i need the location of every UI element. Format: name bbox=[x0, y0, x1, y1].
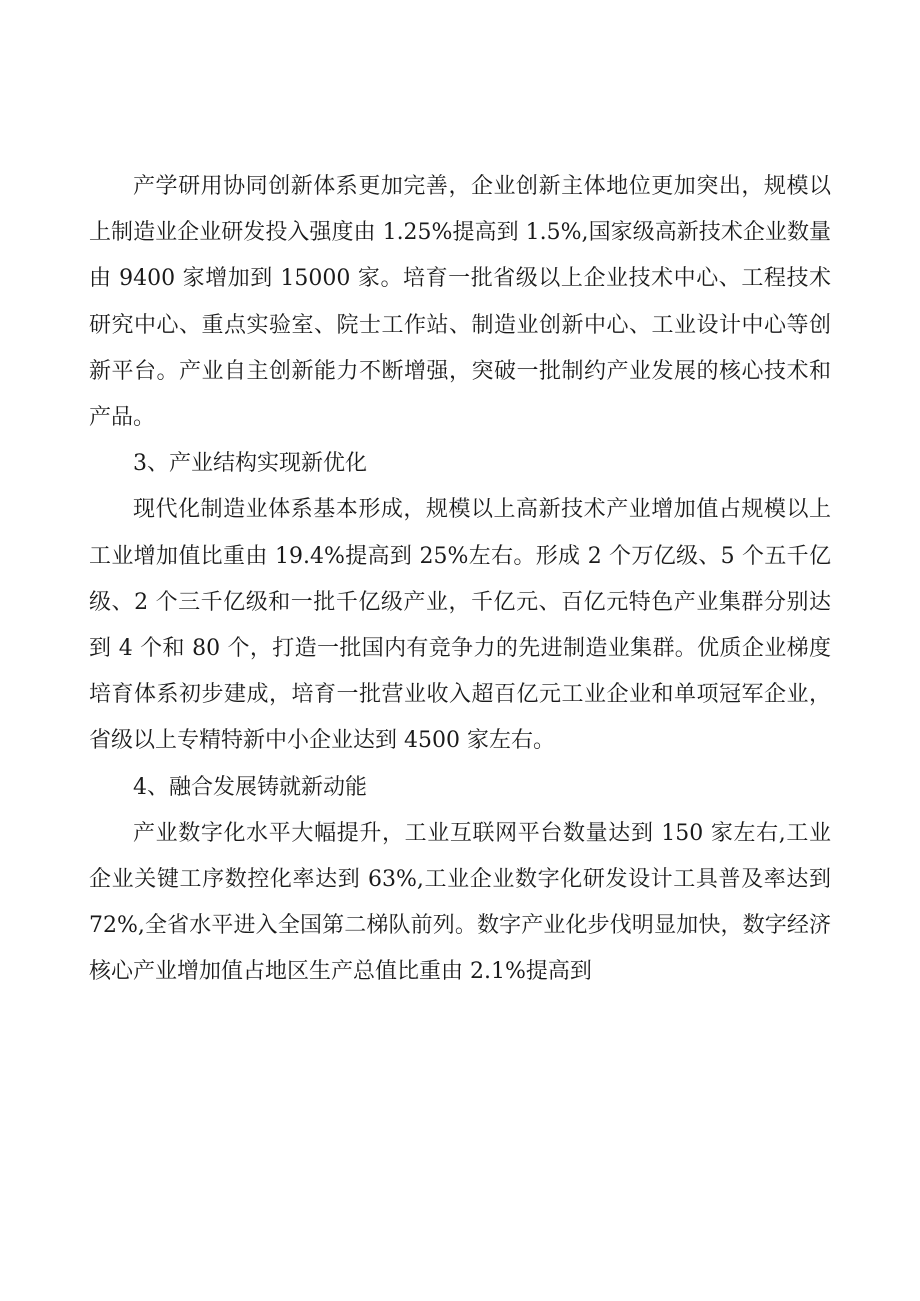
paragraph-digitalization: 产业数字化水平大幅提升，工业互联网平台数量达到 150 家左右,工业企业关键工序数控化率达到 63%,工业企业数字化研发设计工具普及率达到 72%,全省水平进入全国第二梯队前列。数字产业化步伐明显加快，数字经济核心产业增加值占地区生产总值比重由 2.1%提高到 bbox=[89, 820, 831, 985]
section-heading-industrial-structure: 3、产业结构实现新优化 bbox=[133, 451, 367, 477]
document-body bbox=[89, 164, 831, 996]
paragraph-innovation-system: 产学研用协同创新体系更加完善，企业创新主体地位更加突出，规模以上制造业企业研发投入强度由 1.25%提高到 1.5%,国家级高新技术企业数量由 9400 家增加到 15000 家。培育一批省级以上企业技术中心、工程技术研究中心、重点实验室、院士工作站、制造业创新中心、工业设计中心等创新平台。产业自主创新能力不断增强，突破一批制约产业发展的核心技术和产品。 bbox=[89, 174, 831, 431]
section-heading-integrated-development: 4、融合发展铸就新动能 bbox=[133, 774, 367, 800]
paragraph-industrial-structure: 现代化制造业体系基本形成，规模以上高新技术产业增加值占规模以上工业增加值比重由 19.4%提高到 25%左右。形成 2 个万亿级、5 个五千亿级、2 个三千亿级和一批千亿级产业，千亿元、百亿元特色产业集群分别达到 4 个和 80 个，打造一批国内有竞争力的先进制造业集群。优质企业梯度培育体系初步建成，培育一批营业收入超百亿元工业企业和单项冠军企业，省级以上专精特新中小企业达到 4500 家左右。 bbox=[89, 497, 831, 754]
